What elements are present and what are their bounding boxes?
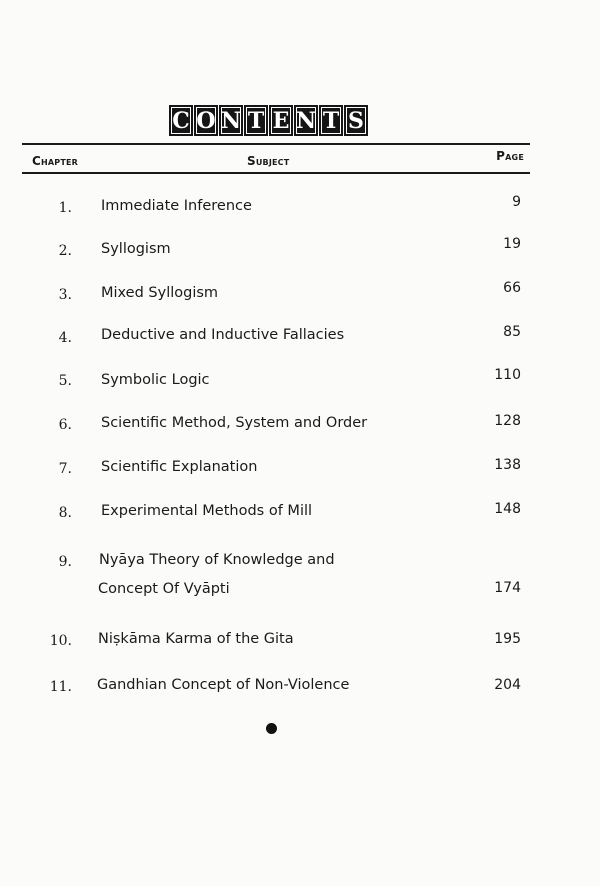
subject-column-header: Subject — [247, 154, 290, 168]
page-title — [169, 105, 368, 136]
page-number: 66 — [503, 280, 521, 296]
page-number: 85 — [503, 324, 521, 340]
chapter-number: 10. — [49, 633, 72, 649]
page-column-header: Page — [496, 149, 524, 163]
chapter-subject-line2: Concept Of Vyāpti — [98, 581, 230, 597]
header-top-rule — [22, 143, 530, 145]
title-letter: T — [319, 105, 343, 136]
title-letter: S — [344, 105, 368, 136]
chapter-number: 9. — [58, 554, 72, 570]
page-number: 128 — [494, 413, 521, 429]
toc-entry — [0, 367, 600, 401]
chapter-subject: Symbolic Logic — [101, 372, 210, 388]
chapter-subject: Scientific Explanation — [101, 459, 258, 475]
chapter-number: 4. — [58, 330, 72, 346]
header-bottom-rule — [22, 172, 530, 174]
title-letter: N — [219, 105, 243, 136]
chapter-subject: Mixed Syllogism — [101, 285, 219, 301]
toc-entry — [0, 551, 600, 611]
chapter-subject: Syllogism — [101, 241, 171, 257]
page-number: 174 — [494, 580, 521, 596]
toc-entry — [0, 236, 600, 270]
chapter-number: 1. — [58, 200, 72, 216]
toc-entry — [0, 631, 600, 661]
title-letter: O — [194, 105, 218, 136]
chapter-subject: Immediate Inference — [101, 198, 252, 214]
chapter-subject: Experimental Methods of Mill — [101, 503, 313, 519]
page-number: 19 — [503, 236, 521, 252]
toc-entry — [0, 459, 600, 489]
title-letter: C — [169, 105, 193, 136]
toc-entry — [0, 677, 600, 707]
page-number: 9 — [512, 194, 521, 210]
chapter-number: 3. — [58, 287, 72, 303]
chapter-subject-line1: Nyāya Theory of Knowledge and — [99, 552, 335, 568]
title-letter: T — [244, 105, 268, 136]
chapter-number: 6. — [58, 417, 72, 433]
page-number: 204 — [494, 677, 521, 693]
chapter-number: 5. — [58, 373, 72, 389]
chapter-subject: Scientific Method, System and Order — [101, 415, 368, 431]
chapter-number: 7. — [58, 461, 72, 477]
page-number: 110 — [494, 367, 521, 383]
toc-entry — [0, 196, 600, 226]
chapter-column-header: Chapter — [32, 154, 79, 168]
end-bullet-dot — [266, 723, 277, 734]
toc-entry — [0, 503, 600, 533]
title-letter: N — [294, 105, 318, 136]
title-letter: E — [269, 105, 293, 136]
page-number: 148 — [494, 501, 521, 517]
toc-entry — [0, 280, 600, 314]
chapter-subject: Gandhian Concept of Non-Violence — [97, 677, 350, 693]
chapter-number: 2. — [58, 243, 72, 259]
toc-entry — [0, 415, 600, 445]
chapter-number: 11. — [49, 679, 72, 695]
toc-entry — [0, 326, 600, 356]
chapter-subject: Deductive and Inductive Fallacies — [101, 327, 345, 343]
chapter-subject: Niṣkāma Karma of the Gita — [98, 631, 294, 647]
page-number: 195 — [494, 631, 521, 647]
chapter-number: 8. — [58, 505, 72, 521]
page-number: 138 — [494, 457, 521, 473]
